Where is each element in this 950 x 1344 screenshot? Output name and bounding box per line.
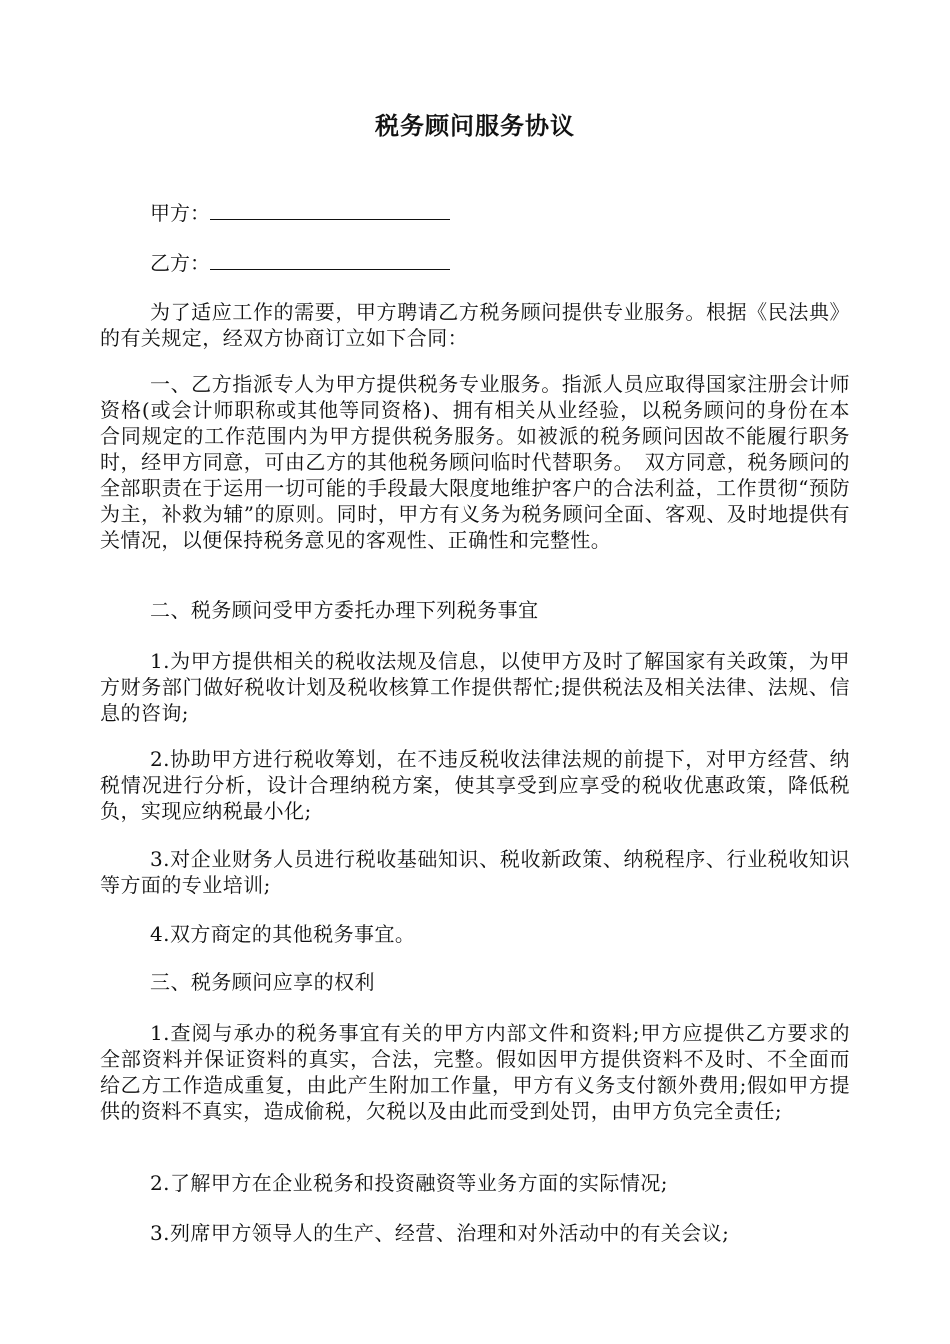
document-title: 税务顾问服务协议 bbox=[375, 112, 575, 140]
section-3-heading: 三、税务顾问应享的权利 bbox=[150, 970, 375, 994]
clause-1-paragraph: 一、乙方指派专人为甲方提供税务专业服务。指派人员应取得国家注册会计师资格(或会计师职称或其他等同资格)、拥有相关从业经验，以税务顾问的身份在本合同规定的工作范围内为甲方提供税务服务。如被派的税务顾问因故不能履行职务时，经甲方同意，可由乙方的其他税务顾问临时代替职务。 双方同意，税务顾问的全部职责在于运用一切可能的手段最大限度地维护客户的合法利益，工作贯彻“预防为主，补救为辅”的原则。同时，甲方有义务为税务顾问全面、客观、及时地提供有关情况，以便保持税务意见的客观性、正确性和完整性。 bbox=[100, 372, 850, 552]
section-3-item-3: 3.列席甲方领导人的生产、经营、治理和对外活动中的有关会议; bbox=[150, 1221, 730, 1245]
section-2-heading: 二、税务顾问受甲方委托办理下列税务事宜 bbox=[150, 598, 539, 622]
section-3-item-1: 1.查阅与承办的税务事宜有关的甲方内部文件和资料;甲方应提供乙方要求的全部资料并保证资料的真实，合法，完整。假如因甲方提供资料不及时、不全面而给乙方工作造成重复，由此产生附加工作量，甲方有义务支付额外费用;假如甲方提供的资料不真实，造成偷税，欠税以及由此而受到处罚，由甲方负完全责任; bbox=[100, 1021, 850, 1123]
party-a-label: 甲方： bbox=[150, 201, 210, 225]
party-a-blank bbox=[210, 201, 450, 220]
section-3-item-2: 2.了解甲方在企业税务和投资融资等业务方面的实际情况; bbox=[150, 1171, 668, 1195]
party-a-line bbox=[150, 200, 450, 226]
party-b-blank bbox=[210, 251, 450, 270]
section-2-item-1: 1.为甲方提供相关的税收法规及信息，以使甲方及时了解国家有关政策，为甲方财务部门做好税收计划及税收核算工作提供帮忙;提供税法及相关法律、法规、信息的咨询; bbox=[100, 649, 850, 725]
section-2-item-3: 3.对企业财务人员进行税收基础知识、税收新政策、纳税程序、行业税收知识等方面的专业培训; bbox=[100, 847, 850, 897]
intro-paragraph: 为了适应工作的需要，甲方聘请乙方税务顾问提供专业服务。根据《民法典》的有关规定，经双方协商订立如下合同： bbox=[100, 300, 850, 350]
party-b-label: 乙方： bbox=[150, 251, 210, 275]
section-2-item-4: 4.双方商定的其他税务事宜。 bbox=[150, 922, 416, 946]
party-b-line bbox=[150, 250, 450, 276]
section-2-item-2: 2.协助甲方进行税收筹划，在不违反税收法律法规的前提下，对甲方经营、纳税情况进行分析，设计合理纳税方案，使其享受到应享受的税收优惠政策，降低税负，实现应纳税最小化; bbox=[100, 747, 850, 823]
